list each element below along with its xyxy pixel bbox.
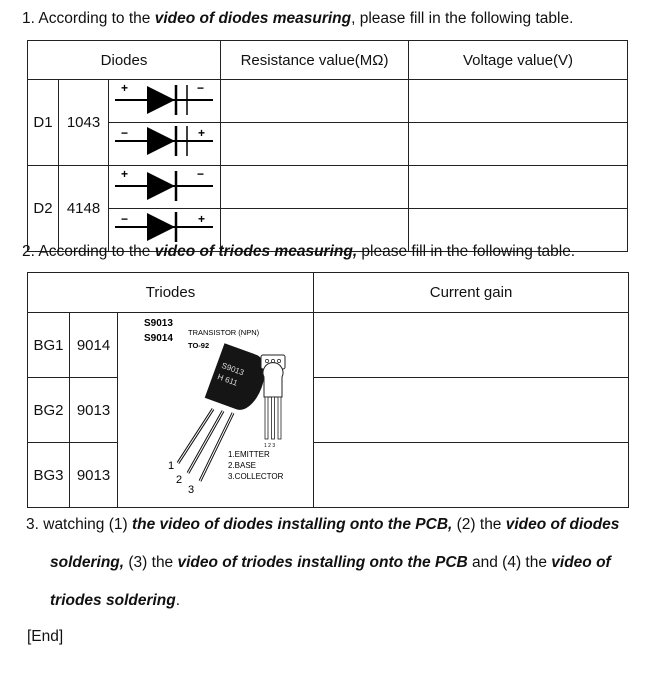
model-b-label: S9014 [144,333,173,344]
bg3-gain-cell[interactable] [314,443,629,508]
d2-id: D2 [28,166,59,252]
body-mark-1: S9013 [220,360,246,378]
minus-sign: − [121,126,129,140]
type-label: TRANSISTOR (NPN) [188,328,260,337]
bg2-model: 9013 [70,378,118,443]
q3-line-1 [26,506,634,544]
body-mark-2: H 611 [216,372,239,388]
question-2 [22,243,575,261]
header-current-gain: Current gain [314,273,629,313]
q3-text-2: (2) the [452,516,506,533]
model-a-label: S9013 [144,318,173,329]
q3-line-3 [26,582,634,620]
plus-sign: + [198,126,206,140]
q1-prefix: According to the [38,10,151,27]
q3-text-1: watching (1) [38,516,132,533]
d1-model: 1043 [59,80,109,166]
d2-forward-symbol [109,166,221,209]
triode-figure-cell [118,313,314,508]
d2-forward-voltage-cell[interactable] [409,166,628,209]
header-voltage: Voltage value(V) [409,41,628,80]
q3-emph-2b: soldering, [50,554,125,571]
q3-emph-4: video of [551,554,611,571]
pin-2-label: 2 [176,474,183,486]
d1-reverse-symbol [109,123,221,166]
q3-emph-4b: triodes soldering [50,592,176,609]
question-3 [26,506,634,620]
diodes-table [27,40,628,252]
bg1-model: 9014 [70,313,118,378]
transistor-body-icon [205,343,272,415]
pin-collector-label: 3.COLLECTOR [228,472,284,481]
minus-sign: − [197,81,205,95]
bg3-id: BG3 [28,443,70,508]
d1-forward-voltage-cell[interactable] [409,80,628,123]
header-diodes: Diodes [28,41,221,80]
diode-reverse-icon [109,209,221,247]
diode-forward-icon [109,80,221,118]
d1-forward-resistance-cell[interactable] [221,80,409,123]
q3-text-4: and (4) the [467,554,552,571]
question-1 [22,10,573,28]
d2-model: 4148 [59,166,109,252]
bg1-gain-cell[interactable] [314,313,629,378]
transistor-diagram [118,313,314,503]
pin-emitter-label: 1.EMITTER [228,450,270,459]
diode-forward-icon [109,166,221,204]
bg3-model: 9013 [70,443,118,508]
q3-emph-2: video of diodes [505,516,620,533]
end-marker: [End] [27,628,64,645]
q3-number: 3. [26,516,39,533]
q2-number: 2. [22,243,35,260]
q2-prefix: According to the [38,243,151,260]
d1-id: D1 [28,80,59,166]
triodes-table [27,272,629,508]
diode-reverse-icon [109,123,221,161]
package-label: TO-92 [188,341,210,350]
q3-text-5: . [175,592,181,609]
q3-emph-3: video of triodes installing onto the PCB [177,554,468,571]
plus-sign: + [121,167,129,181]
q1-emphasis: video of diodes measuring [154,10,352,27]
q1-suffix: , please fill in the following table. [351,10,574,27]
header-triodes: Triodes [28,273,314,313]
d1-reverse-voltage-cell[interactable] [409,123,628,166]
q3-line-2 [26,544,634,582]
minus-sign: − [197,167,205,181]
bg1-id: BG1 [28,313,70,378]
header-resistance: Resistance value(MΩ) [221,41,409,80]
d1-forward-symbol [109,80,221,123]
q2-suffix: please fill in the following table. [357,243,576,260]
d1-reverse-resistance-cell[interactable] [221,123,409,166]
d2-forward-resistance-cell[interactable] [221,166,409,209]
bg2-id: BG2 [28,378,70,443]
pin-base-label: 2.BASE [228,461,257,470]
minus-sign: − [121,212,129,226]
q3-emph-1: the video of diodes installing onto the PCB, [131,516,453,533]
pin-numbers-small: 1 2 3 [264,443,276,449]
pin-3-label: 3 [188,484,195,496]
pin-1-label: 1 [168,460,175,472]
bg2-gain-cell[interactable] [314,378,629,443]
q2-emphasis: video of triodes measuring, [154,243,358,260]
plus-sign: + [198,212,206,226]
q3-text-3: (3) the [124,554,178,571]
q1-number: 1. [22,10,35,27]
plus-sign: + [121,81,129,95]
transistor-side-view-icon [261,355,285,449]
